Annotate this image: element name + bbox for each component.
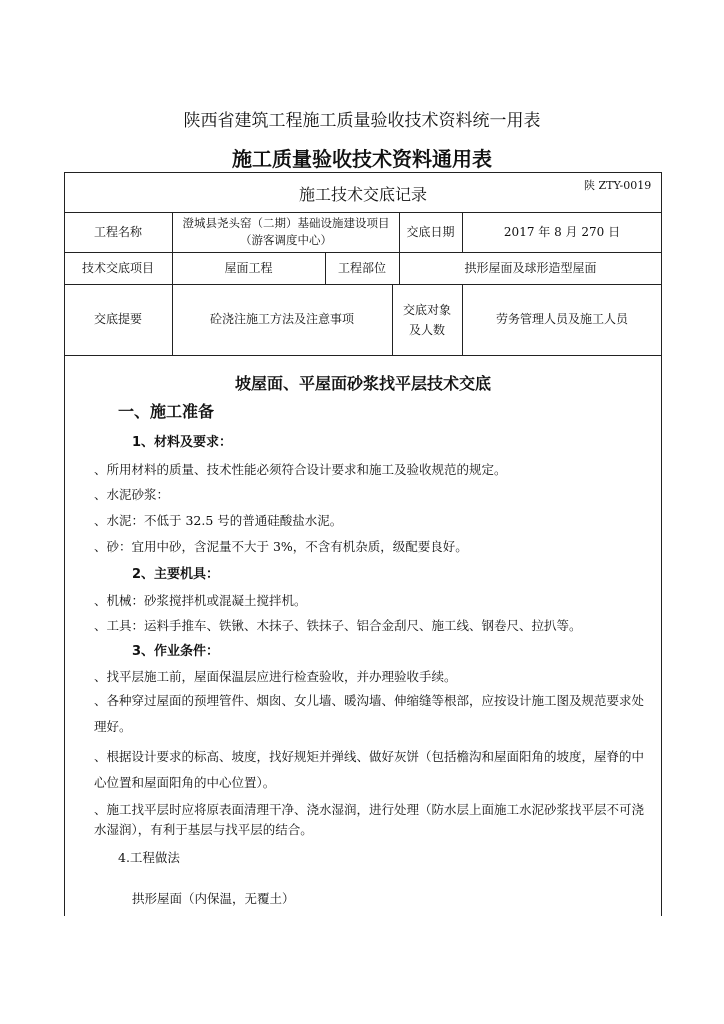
project-name-value: 澄城县尧头窑（二期）基础设施建设项目（游客调度中心） — [182, 216, 390, 247]
document-subtitle: 施工质量验收技术资料通用表 — [232, 147, 492, 171]
document-header-title: 陕西省建筑工程施工质量验收技术资料统一用表 — [183, 111, 541, 131]
target-value: 劳务管理人员及施工人员 — [495, 312, 628, 326]
section-heading: 一、施工准备 — [118, 402, 215, 421]
record-title: 施工技术交底记录 — [298, 185, 427, 204]
part-value: 拱形屋面及球形造型屋面 — [464, 260, 597, 275]
paragraph: 拱形屋面（内保温，无覆土） — [132, 891, 295, 906]
paragraph: 、砂：宜用中砂，含泥量不大于 3%，不含有机杂质，级配要良好。 — [94, 539, 468, 554]
row-divider — [64, 355, 662, 356]
subsection-heading: 4.工程做法 — [118, 850, 180, 865]
paragraph: 、找平层施工前，屋面保温层应进行检查验收，并办理验收手续。 — [94, 669, 457, 684]
subsection-heading: 1、材料及要求： — [132, 435, 233, 450]
item-value: 屋面工程 — [224, 260, 273, 275]
form-code: 陕 ZTY-0019 — [584, 179, 652, 192]
paragraph: 、各种穿过屋面的预埋管件、烟囱、女儿墙、暖沟墙、伸缩缝等根部，应按设计施工图及规范要求处理好。 — [94, 693, 645, 734]
paragraph: 、施工找平层时应将原表面清理干净、浇水湿润，进行处理（防水层上面施工水泥砂浆找平层不可浇水湿润），有利于基层与找平层的结合。 — [94, 802, 645, 837]
date-value: 2017 年 8 月 270 日 — [503, 224, 621, 239]
project-name-label: 工程名称 — [93, 224, 142, 239]
paragraph: 、工具：运料手推车、铁锹、木抹子、铁抹子、铝合金刮尺、施工线、钢卷尺、拉扒等。 — [94, 618, 582, 633]
target-label: 交底对象及人数 — [402, 302, 451, 337]
subsection-heading: 2、主要机具： — [132, 567, 220, 582]
content-title: 坡屋面、平屋面砂浆找平层技术交底 — [234, 374, 491, 393]
part-label: 工程部位 — [337, 260, 386, 275]
date-label: 交底日期 — [406, 224, 455, 239]
paragraph: 、根据设计要求的标高、坡度，找好规矩并弹线、做好灰饼（包括檐沟和屋面阳角的坡度，屋脊的中心位置和屋面阳角的中心位置）。 — [94, 749, 645, 790]
summary-label: 交底提要 — [93, 312, 142, 326]
paragraph: 、所用材料的质量、技术性能必须符合设计要求和施工及验收规范的规定。 — [94, 462, 507, 477]
summary-value: 砼浇注施工方法及注意事项 — [209, 312, 354, 326]
paragraph: 、水泥砂浆： — [94, 487, 170, 502]
paragraph: 、机械：砂浆搅拌机或混凝土搅拌机。 — [94, 593, 307, 608]
paragraph: 、水泥：不低于 32.5 号的普通硅酸盐水泥。 — [94, 513, 343, 528]
item-label: 技术交底项目 — [81, 260, 154, 275]
subsection-heading: 3、作业条件： — [132, 644, 220, 659]
column-divider — [392, 284, 393, 355]
